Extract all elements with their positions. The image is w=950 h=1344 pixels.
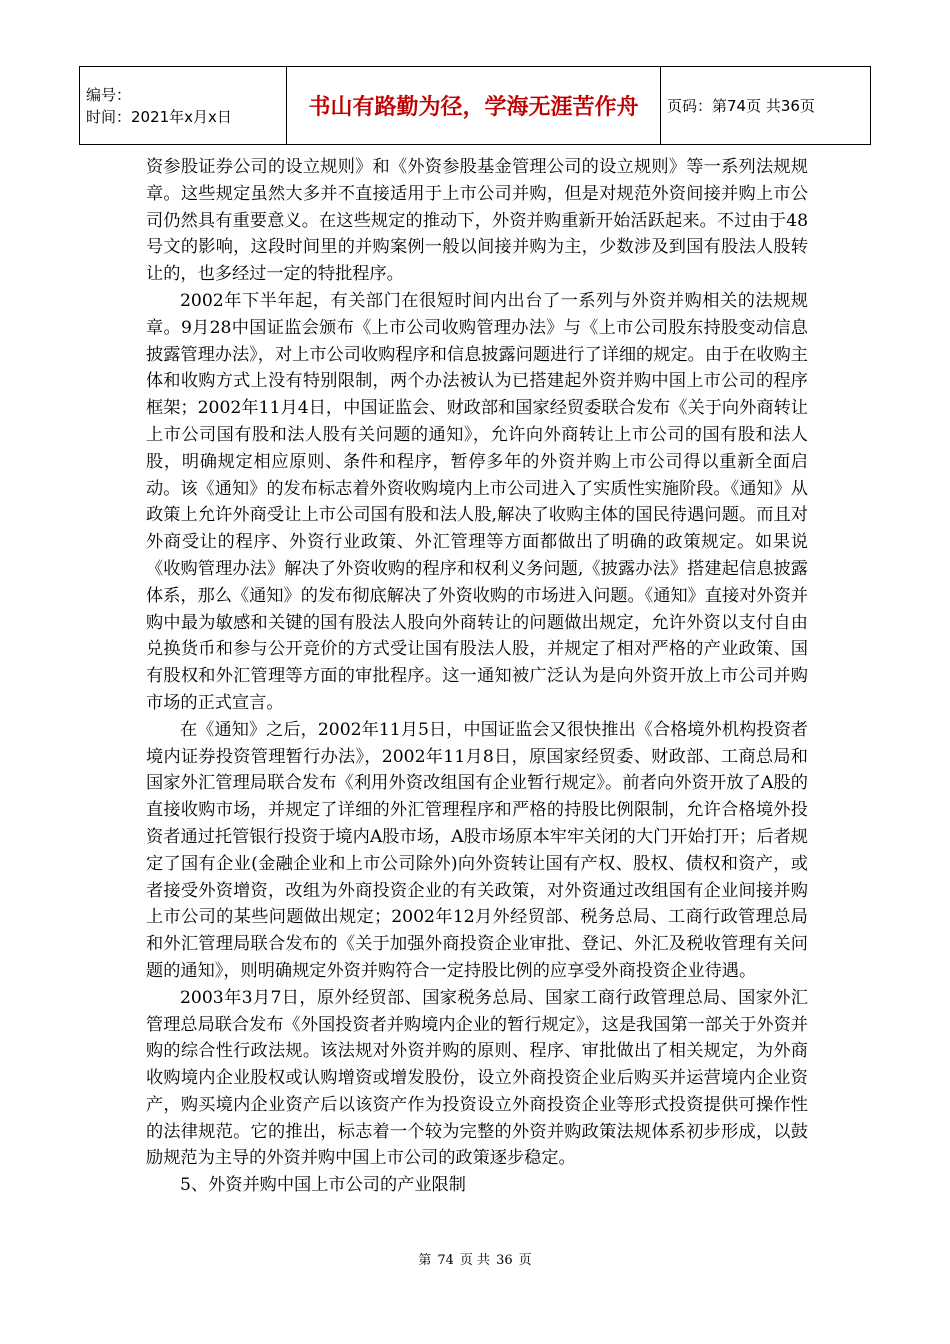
footer-total-pages: 36 — [496, 1253, 513, 1268]
paragraph-1: 资参股证券公司的设立规则》和《外资参股基金管理公司的设立规则》等一系列法规规章。这些规定虽然大多并不直接适用于上市公司并购，但是对规范外资间接并购上市公司仍然具有重要意义。在这些规定的推动下，外资并购重新开始活跃起来。不过由于48号文的影响，这段时间里的并购案例一般以间接并购为主，少数涉及到国有股法人股转让的，也多经过一定的特批程序。 — [146, 157, 808, 285]
document-body — [146, 154, 808, 1199]
paragraph-4: 2003年3月7日，原外经贸部、国家税务总局、国家工商行政管理总局、国家外汇管理总局联合发布《外国投资者并购境内企业的暂行规定》，这是我国第一部关于外资并购的综合性行政法规。该法规对外资并购的原则、程序、审批做出了相关规定，为外商收购境内企业股权或认购增资或增发股份，设立外商投资企业后购买并运营境内企业资产，购买境内企业资产后以该资产作为投资设立外商投资企业等形式投资提供可操作性的法律规范。它的推出，标志着一个较为完整的外资并购政策法规体系初步形成，以鼓励规范为主导的外资并购中国上市公司的政策逐步稳定。 — [146, 987, 808, 1169]
footer-prefix: 第 — [418, 1253, 432, 1268]
document-time-label: 时间：2021年x月x日 — [86, 107, 232, 126]
page-footer — [0, 1249, 950, 1268]
paragraph-3: 在《通知》之后，2002年11月5日，中国证监会又很快推出《合格境外机构投资者境内证券投资管理暂行办法》，2002年11月8日，原国家经贸委、财政部、工商总局和国家外汇管理局联合发布《利用外资改组国有企业暂行规定》。前者向外资开放了A股的直接收购市场，并规定了详细的外汇管理程序和严格的持股比例限制，允许合格境外投资者通过托管银行投资于境内A股市场，A股市场原本牢牢关闭的大门开始打开；后者规定了国有企业(金融企业和上市公司除外)向外资转让国有产权、股权、债权和资产，或者接受外资增资，改组为外商投资企业的有关政策，对外资通过改组国有企业间接并购上市公司的某些问题做出规定；2002年12月外经贸部、税务总局、工商行政管理总局和外汇管理局联合发布的《关于加强外商投资企业审批、登记、外汇及税收管理有关问题的通知》，则明确规定外资并购符合一定持股比例的应享受外商投资企业待遇。 — [146, 719, 808, 981]
footer-current-page: 74 — [437, 1253, 454, 1268]
header-motto: 书山有路勤为径，学海无涯苦作舟 — [287, 67, 661, 145]
section-heading: 5、外资并购中国上市公司的产业限制 — [180, 1175, 466, 1196]
header-meta — [80, 67, 287, 145]
document-number-label: 编号： — [86, 85, 132, 104]
paragraph-2: 2002年下半年起，有关部门在很短时间内出台了一系列与外资并购相关的法规规章。9月28中国证监会颁布《上市公司收购管理办法》与《上市公司股东持股变动信息披露管理办法》，对上市公司收购程序和信息披露问题进行了详细的规定。由于在收购主体和收购方式上没有特别限制，两个办法被认为已搭建起外资并购中国上市公司的程序框架；2002年11月4日，中国证监会、财政部和国家经贸委联合发布《关于向外商转让上市公司国有股和法人股有关问题的通知》，允许向外商转让上市公司的国有股和法人股，明确规定相应原则、条件和程序，暂停多年的外资并购上市公司得以重新全面启动。该《通知》的发布标志着外资收购境内上市公司进入了实质性实施阶段。《通知》从政策上允许外商受让上市公司国有股和法人股,解决了收购主体的国民待遇问题。而且对外商受让的程序、外资行业政策、外汇管理等方面都做出了明确的政策规定。如果说《收购管理办法》解决了外资收购的程序和权利义务问题,《披露办法》搭建起信息披露体系，那么《通知》的发布彻底解决了外资收购的市场进入问题。《通知》直接对外资并购中最为敏感和关键的国有股法人股向外商转让的问题做出规定，允许外资以支付自由兑换货币和参与公开竞价的方式受让国有股法人股，并规定了相对严格的产业政策、国有股权和外汇管理等方面的审批程序。这一通知被广泛认为是向外资开放上市公司并购市场的正式宣言。 — [146, 290, 808, 713]
document-header — [79, 66, 871, 145]
footer-middle: 页 共 — [459, 1253, 491, 1268]
footer-suffix: 页 — [518, 1253, 532, 1268]
header-page-info: 页码：第74页 共36页 — [661, 67, 871, 145]
